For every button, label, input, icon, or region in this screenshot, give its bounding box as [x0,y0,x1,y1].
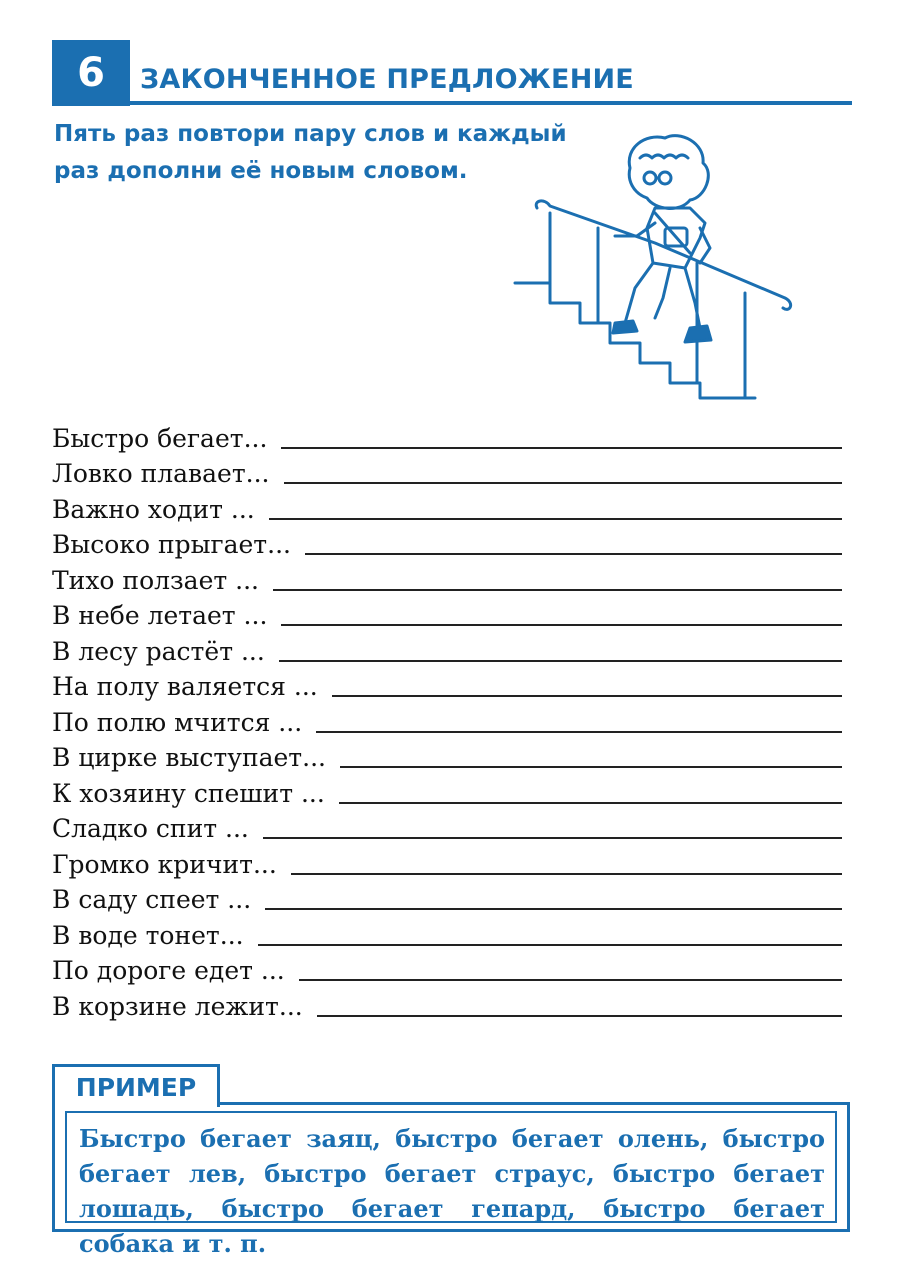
sentence-row [52,560,842,596]
sentence-start: В небе летает ... [52,601,268,630]
sentence-row [52,631,842,667]
sentence-row [52,844,842,880]
answer-line[interactable] [279,659,842,662]
answer-line[interactable] [281,446,842,449]
exercise-number-badge: 6 [52,40,130,106]
answer-line[interactable] [269,517,842,520]
sentence-row [52,418,842,454]
answer-line[interactable] [317,1014,842,1017]
sentence-start: Сладко спит ... [52,814,249,843]
sentence-row [52,773,842,809]
sentence-row [52,738,842,774]
sentence-row [52,667,842,703]
sentence-row [52,951,842,987]
example-label: ПРИМЕР [52,1064,220,1107]
sentence-start: В лесу растёт ... [52,636,265,666]
sentence-start: Ловко плавает... [52,459,270,488]
answer-line[interactable] [273,588,842,591]
sentence-start: В воде тонет... [52,920,244,950]
instructions-line-1: Пять раз повтори пару слов и каждый [54,121,567,147]
sentence-row [52,880,842,916]
sentence-start: К хозяину спешит ... [52,778,325,808]
sentence-start: В саду спеет ... [52,885,252,914]
sentence-start: По дороге едет ... [52,956,285,985]
sentence-row [52,454,842,490]
sentence-start: По полю мчится ... [52,707,303,737]
sentence-start: В корзине лежит... [52,991,303,1021]
sentence-row [52,489,842,525]
sentence-start: Высоко прыгает... [52,530,291,559]
sentence-row [52,702,842,738]
sentence-start: Быстро бегает... [52,423,268,453]
sentence-row [52,809,842,845]
sentence-start: На полу валяется ... [52,672,318,701]
sentence-lines [52,418,842,1022]
answer-line[interactable] [340,765,842,768]
answer-line[interactable] [339,801,842,804]
sentence-start: Громко кричит... [52,849,277,879]
sentence-start: Тихо ползает ... [52,565,259,595]
answer-line[interactable] [316,730,842,733]
sentence-row [52,525,842,561]
sentence-start: Важно ходит ... [52,494,255,524]
page-title: ЗАКОНЧЕННОЕ ПРЕДЛОЖЕНИЕ [140,64,634,95]
answer-line[interactable] [332,694,842,697]
answer-line[interactable] [265,907,842,910]
answer-line[interactable] [281,623,842,626]
example-box [52,1102,850,1258]
answer-line[interactable] [284,481,842,484]
sentence-start: В цирке выступает... [52,743,326,772]
answer-line[interactable] [305,552,842,555]
sentence-row [52,596,842,632]
title-underline [130,101,852,105]
boy-on-stairs-illustration [505,128,835,403]
example-text: Быстро бегает заяц, быстро бегает олень, быстро бегает лев, быстро бегает страус, быстро бегает лошадь, быстро бегает гепард, быстро бегает собака и т. п. [65,1111,837,1223]
sentence-row [52,986,842,1022]
answer-line[interactable] [263,836,842,839]
instructions-line-2: раз дополни её новым словом. [54,158,468,184]
answer-line[interactable] [258,943,842,946]
answer-line[interactable] [291,872,842,875]
sentence-row [52,915,842,951]
answer-line[interactable] [299,978,842,981]
